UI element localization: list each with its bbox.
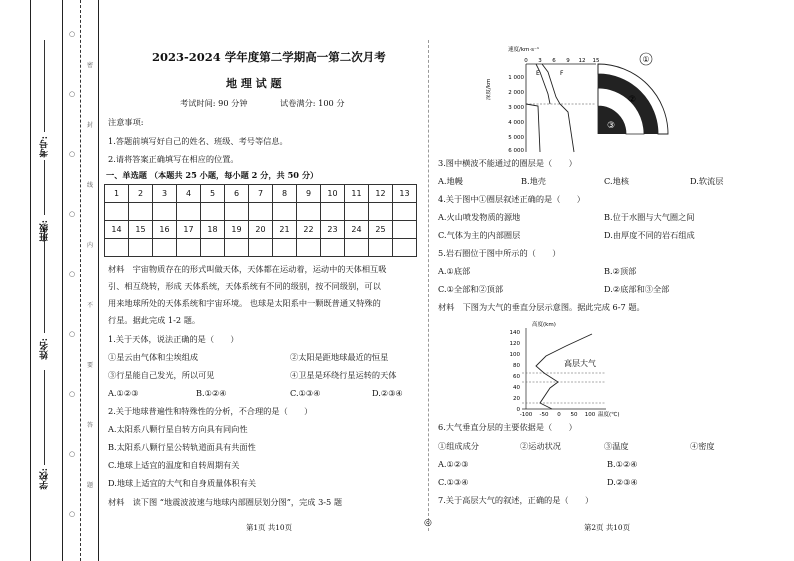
school-label: 学校: <box>40 468 50 490</box>
answer-number: 25 <box>369 221 393 239</box>
material-1-line: 材料 宇宙物质存在的形式叫做天体，天体都在运动着，运动中的天体相互吸 <box>108 264 387 274</box>
fig2-ytick: 40 <box>513 385 520 391</box>
answer-cell[interactable] <box>249 203 273 221</box>
fig1-xtick: 6 <box>552 58 556 64</box>
q6-statement: ④密度 <box>690 441 715 451</box>
fig1-layer-2: ② <box>627 95 637 105</box>
q3-option-b[interactable]: B.地壳 <box>521 176 546 186</box>
strip-border-mid <box>62 0 63 561</box>
fig2-xtick: -100 <box>519 412 533 418</box>
answer-number: 14 <box>105 221 129 239</box>
answer-number: 23 <box>321 221 345 239</box>
q6-option-b[interactable]: B.①②④ <box>607 459 638 469</box>
answer-cell[interactable] <box>153 203 177 221</box>
answer-number: 18 <box>201 221 225 239</box>
note-2: 2.请将答案正确填写在相应的位置。 <box>108 154 239 164</box>
exam-score: 试卷满分: 100 分 <box>280 98 345 108</box>
q3-option-c[interactable]: C.地核 <box>604 176 629 186</box>
fig2-xtick: 50 <box>570 412 578 418</box>
fig1-xlabel: 速度/km·s⁻¹ <box>508 47 540 53</box>
q1-option-b[interactable]: B.①②④ <box>196 388 227 398</box>
seismic-wave-figure <box>486 42 676 154</box>
material-1-line: 引、相互绕转，形成 天体系统，天体系统有不同的级别，按不同级别，可以 <box>108 281 381 291</box>
q5-option-a[interactable]: A.①底部 <box>438 266 471 276</box>
question-3-stem: 3.图中横波不能通过的圈层是（ ） <box>438 158 577 168</box>
fig1-ytick: 3 000 <box>508 105 524 111</box>
q3-option-d[interactable]: D.软流层 <box>690 176 724 186</box>
answer-cell[interactable] <box>345 203 369 221</box>
note-1: 1.答题前填写好自己的姓名、班级、考号等信息。 <box>108 136 288 146</box>
answer-number: 22 <box>297 221 321 239</box>
question-2-stem: 2.关于地球普遍性和特殊性的分析，不合理的是（ ） <box>108 406 313 416</box>
fig1-xtick: 0 <box>524 58 528 64</box>
answer-cell[interactable] <box>369 239 393 257</box>
q3-option-a[interactable]: A.地幔 <box>438 176 463 186</box>
answer-blank-row <box>105 239 417 257</box>
exam-time: 考试时间: 90 分钟 <box>180 98 248 108</box>
fig1-ylabel: 深度/km <box>486 78 492 100</box>
answer-number: 20 <box>249 221 273 239</box>
seal-char: 封 <box>87 122 94 129</box>
answer-cell[interactable] <box>129 239 153 257</box>
answer-number: 7 <box>249 185 273 203</box>
strip-border-left <box>30 0 31 561</box>
seal-char: 不 <box>87 302 94 309</box>
seal-char: 线 <box>87 182 94 189</box>
answer-number: 17 <box>177 221 201 239</box>
q1-statement: ④卫星是环绕行星运转的天体 <box>290 370 397 380</box>
fig2-xtick: 0 <box>557 412 561 418</box>
page-footer-1: 第1页 共10页 <box>246 523 293 532</box>
q1-option-a[interactable]: A.①②③ <box>108 388 139 398</box>
answer-cell[interactable] <box>201 203 225 221</box>
q6-option-c[interactable]: C.①③④ <box>438 477 469 487</box>
fig1-xtick: 3 <box>538 58 542 64</box>
binding-hole-icon: ◎ <box>424 518 432 528</box>
answer-number: 2 <box>129 185 153 203</box>
answer-cell[interactable] <box>105 239 129 257</box>
fig1-ytick: 4 000 <box>508 120 524 126</box>
seal-circle: ○ <box>69 450 76 458</box>
q1-statement: ①星云由气体和尘埃组成 <box>108 352 199 362</box>
strip-border-right <box>98 0 99 561</box>
answer-cell[interactable] <box>177 239 201 257</box>
answer-number: 9 <box>297 185 321 203</box>
seal-circle: ○ <box>69 90 76 98</box>
answer-blank-row <box>105 203 417 221</box>
material-3: 材料 下图为大气的垂直分层示意图。据此完成 6-7 题。 <box>438 302 645 312</box>
q5-option-b[interactable]: B.②顶部 <box>604 266 637 276</box>
answer-cell[interactable] <box>129 203 153 221</box>
q2-option-a[interactable]: A.太阳系八颗行星自转方向具有同向性 <box>108 424 248 434</box>
seal-line <box>80 0 81 561</box>
answer-cell[interactable] <box>273 239 297 257</box>
fig2-ytick: 60 <box>513 374 520 380</box>
fig2-xunit: 温度(℃) <box>598 412 620 418</box>
q1-statement: ③行星能自己发光，所以可见 <box>108 370 215 380</box>
seal-circle: ○ <box>69 150 76 158</box>
answer-cell[interactable] <box>321 203 345 221</box>
seal-circle: ○ <box>69 510 76 518</box>
exam-title: 2023-2024 学年度第二学期高一第二次月考 <box>152 50 386 64</box>
question-1-stem: 1.关于天体，说法正确的是（ ） <box>108 334 239 344</box>
q1-statement: ②太阳是距地球最近的恒星 <box>290 352 389 362</box>
fig2-ytick: 140 <box>509 330 520 336</box>
seal-circle: ○ <box>69 330 76 338</box>
answer-number: 4 <box>177 185 201 203</box>
answer-number: 1 <box>105 185 129 203</box>
seal-circle: ○ <box>69 270 76 278</box>
fig1-label-e: E <box>536 70 540 77</box>
fig1-ytick: 2 000 <box>508 90 524 96</box>
seal-circle: ○ <box>69 210 76 218</box>
question-4-stem: 4.关于图中①圈层叙述正确的是（ ） <box>438 194 585 204</box>
fig2-ytick: 20 <box>513 396 520 402</box>
fig2-ytick: 120 <box>509 341 520 347</box>
notes-heading: 注意事项: <box>108 117 144 127</box>
seal-char: 内 <box>87 242 94 249</box>
answer-number-row <box>105 221 417 239</box>
class-line[interactable] <box>44 160 45 215</box>
q2-option-d[interactable]: D.地球上适宜的大气和自身质量体积有关 <box>108 478 257 488</box>
material-1-line: 行星。据此完成 1-2 题。 <box>108 315 201 325</box>
subject-title: 地 理 试 题 <box>226 77 282 90</box>
answer-cell[interactable] <box>393 239 417 257</box>
q6-option-d[interactable]: D.②③④ <box>607 477 638 487</box>
exam-no-label: 考号: <box>40 136 50 158</box>
answer-cell[interactable] <box>153 239 177 257</box>
answer-cell[interactable] <box>273 203 297 221</box>
question-6-stem: 6.大气垂直分层的主要依据是（ ） <box>438 422 577 432</box>
answer-cell[interactable] <box>393 203 417 221</box>
seal-char: 题 <box>87 482 94 489</box>
material-1-line: 用来地球所处的天体系统和宇宙环境。 也球是太阳系中一颗既普通又特殊的 <box>108 298 381 308</box>
fig2-ytick: 80 <box>513 363 520 369</box>
answer-number: 5 <box>201 185 225 203</box>
answer-number: 13 <box>393 185 417 203</box>
school-line[interactable] <box>44 370 45 465</box>
fig1-label-f: F <box>560 70 564 77</box>
q2-option-c[interactable]: C.地球上适宜的温度和自转周期有关 <box>108 460 240 470</box>
seal-char: 要 <box>87 362 94 369</box>
fig2-xtick: 100 <box>584 412 596 418</box>
fig2-ylabel: 高度(km) <box>532 322 556 328</box>
answer-number: 10 <box>321 185 345 203</box>
question-5-stem: 5.岩石圈位于图中所示的（ ） <box>438 248 561 258</box>
fig1-ytick: 5 000 <box>508 135 524 141</box>
answer-cell[interactable] <box>177 203 201 221</box>
seal-char: 答 <box>87 422 94 429</box>
q2-option-b[interactable]: B.太阳系八颗行星公转轨道面具有共面性 <box>108 442 256 452</box>
q5-option-c[interactable]: C.①全部和②顶部 <box>438 284 504 294</box>
answer-number: 19 <box>225 221 249 239</box>
fig2-ytick: 0 <box>516 407 520 413</box>
section-heading: 一、单选题 （本题共 25 小题，每小题 2 分，共 50 分） <box>106 170 319 180</box>
name-line[interactable] <box>44 228 45 333</box>
seal-char: 密 <box>87 62 94 69</box>
exam-no-line[interactable] <box>44 40 45 132</box>
answer-cell[interactable] <box>225 239 249 257</box>
answer-cell[interactable] <box>225 203 249 221</box>
page-divider <box>428 40 429 531</box>
name-label: 姓名: <box>40 338 50 360</box>
fig1-xtick: 9 <box>566 58 570 64</box>
fig1-layer-3: ③ <box>606 121 616 131</box>
answer-number: 12 <box>369 185 393 203</box>
q6-statement: ①组成成分 <box>438 441 479 451</box>
answer-cell[interactable] <box>297 239 321 257</box>
q6-statement: ②运动状况 <box>520 441 561 451</box>
q4-option-a[interactable]: A.火山喷发物质的源地 <box>438 212 521 222</box>
answer-number: 16 <box>153 221 177 239</box>
fig2-xtick: -50 <box>539 412 549 418</box>
q1-option-c[interactable]: C.①③④ <box>290 388 321 398</box>
answer-cell[interactable] <box>249 239 273 257</box>
answer-number: 21 <box>273 221 297 239</box>
answer-cell[interactable] <box>345 239 369 257</box>
material-2: 材料 读下图 “地震波波速与地球内部圈层划分图”，完成 3-5 题 <box>108 497 343 507</box>
atmosphere-figure <box>496 318 666 418</box>
q4-option-d[interactable]: D.由厚度不同的岩石组成 <box>604 230 695 240</box>
fig1-layer-1: ① <box>642 55 650 64</box>
q4-option-b[interactable]: B.位于水圈与大气圈之间 <box>604 212 695 222</box>
fig2-upper-atmosphere: 高层大气 <box>564 359 596 368</box>
answer-number: 15 <box>129 221 153 239</box>
answer-number: 3 <box>153 185 177 203</box>
fig2-ytick: 100 <box>509 352 520 358</box>
answer-cell[interactable] <box>297 203 321 221</box>
class-label: 班级: <box>40 220 50 242</box>
answer-cell[interactable] <box>321 239 345 257</box>
answer-number: 6 <box>225 185 249 203</box>
q4-option-c[interactable]: C.气体为主的内部圈层 <box>438 230 521 240</box>
answer-number: 11 <box>345 185 369 203</box>
fig1-ytick: 6 000 <box>508 148 524 154</box>
seal-circle: ○ <box>69 390 76 398</box>
q1-option-d[interactable]: D.②③④ <box>372 388 403 398</box>
answer-number: 24 <box>345 221 369 239</box>
answer-grid <box>104 184 417 257</box>
q6-statement: ③温度 <box>604 441 629 451</box>
answer-cell[interactable] <box>369 203 393 221</box>
answer-number-row <box>105 185 417 203</box>
question-7-stem: 7.关于高层大气的叙述，正确的是（ ） <box>438 495 594 505</box>
answer-number: 8 <box>273 185 297 203</box>
fig1-ytick: 1 000 <box>508 75 524 81</box>
answer-number <box>393 221 417 239</box>
q5-option-d[interactable]: D.②底部和③全部 <box>604 284 670 294</box>
q6-option-a[interactable]: A.①②③ <box>438 459 469 469</box>
seal-circle: ○ <box>69 30 76 38</box>
answer-cell[interactable] <box>201 239 225 257</box>
answer-cell[interactable] <box>105 203 129 221</box>
fig1-xtick: 12 <box>578 58 586 64</box>
fig1-xtick: 15 <box>592 58 600 64</box>
page-footer-2: 第2页 共10页 <box>584 523 631 532</box>
